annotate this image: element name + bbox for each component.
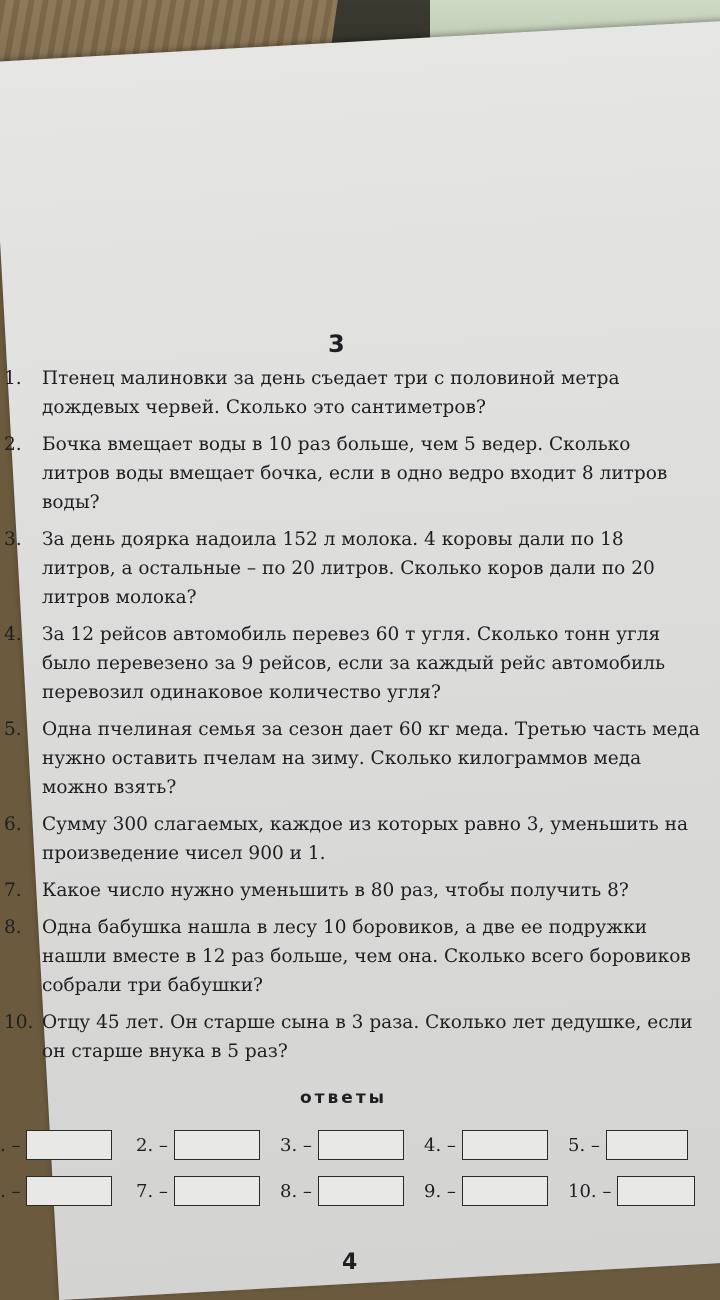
problem-text: Одна бабушка нашла в лесу 10 боровиков, а две ее подружки нашли вместе в 12 раз больше, чем она. Сколько всего боровиков собрали три бабушки?	[42, 917, 691, 996]
answer-slot	[568, 1176, 695, 1206]
problem-item	[0, 876, 720, 905]
problem-number: 4.	[4, 624, 22, 645]
answer-label: 4. –	[424, 1134, 456, 1156]
answer-label: . –	[0, 1134, 21, 1156]
answer-box[interactable]	[462, 1176, 548, 1206]
page-footer-number: 4	[342, 1250, 358, 1275]
problem-text: Бочка вмещает воды в 10 раз больше, чем 5 ведер. Сколько литров воды вмещает бочка, если в одно ведро входит 8 литров воды?	[42, 434, 668, 513]
problem-list	[0, 364, 720, 1074]
answer-box[interactable]	[26, 1176, 112, 1206]
answer-label: . –	[0, 1180, 21, 1202]
answer-label: 10. –	[568, 1180, 612, 1202]
answer-label: 2. –	[136, 1134, 168, 1156]
problem-item	[0, 913, 720, 1000]
problem-item	[0, 364, 720, 422]
answers-row-2	[0, 1176, 720, 1212]
problem-text: Отцу 45 лет. Он старше сына в 3 раза. Сколько лет дедушке, если он старше внука в 5 раз?	[42, 1012, 693, 1062]
answer-slot	[136, 1130, 260, 1160]
page-heading-number: 3	[328, 330, 345, 358]
problem-item	[0, 810, 720, 868]
problem-item	[0, 525, 720, 612]
problem-number: 10.	[4, 1012, 34, 1033]
problem-text: За 12 рейсов автомобиль перевез 60 т угля. Сколько тонн угля было перевезено за 9 рейсов, если за каждый рейс автомобиль перевозил одинаковое количество угля?	[42, 624, 666, 703]
problem-item	[0, 430, 720, 517]
problem-number: 7.	[4, 880, 22, 901]
answer-box[interactable]	[174, 1176, 260, 1206]
problem-item	[0, 1008, 720, 1066]
answer-box[interactable]	[606, 1130, 688, 1160]
answer-slot	[568, 1130, 688, 1160]
problem-item	[0, 620, 720, 707]
problem-number: 1.	[4, 368, 22, 389]
answer-slot	[280, 1176, 404, 1206]
answer-box[interactable]	[318, 1130, 404, 1160]
answer-slot	[280, 1130, 404, 1160]
problem-text: Одна пчелиная семья за сезон дает 60 кг меда. Третью часть меда нужно оставить пчелам на зиму. Сколько килограммов меда можно взять?	[42, 719, 700, 798]
answer-box[interactable]	[26, 1130, 112, 1160]
problem-number: 2.	[4, 434, 22, 455]
problem-text: Сумму 300 слагаемых, каждое из которых равно 3, уменьшить на произведение чисел 900 и 1.	[42, 814, 688, 864]
answer-box[interactable]	[318, 1176, 404, 1206]
answers-row-1	[0, 1130, 720, 1166]
answer-label: 5. –	[568, 1134, 600, 1156]
problem-text: Какое число нужно уменьшить в 80 раз, чтобы получить 8?	[42, 880, 629, 901]
answer-slot	[136, 1176, 260, 1206]
answer-slot	[424, 1176, 548, 1206]
problem-text: Птенец малиновки за день съедает три с половиной метра дождевых червей. Сколько это сантиметров?	[42, 368, 620, 418]
answer-label: 3. –	[280, 1134, 312, 1156]
problem-number: 8.	[4, 917, 22, 938]
problem-number: 3.	[4, 529, 22, 550]
answer-slot	[0, 1176, 112, 1206]
answer-slot	[0, 1130, 112, 1160]
answer-label: 7. –	[136, 1180, 168, 1202]
problem-item	[0, 715, 720, 802]
answer-box[interactable]	[174, 1130, 260, 1160]
answers-heading: ответы	[300, 1088, 388, 1108]
answer-slot	[424, 1130, 548, 1160]
answer-label: 8. –	[280, 1180, 312, 1202]
answer-label: 9. –	[424, 1180, 456, 1202]
answer-box[interactable]	[617, 1176, 695, 1206]
problem-number: 6.	[4, 814, 22, 835]
problem-number: 5.	[4, 719, 22, 740]
problem-text: За день доярка надоила 152 л молока. 4 коровы дали по 18 литров, а остальные – по 20 литров. Сколько коров дали по 20 литров молока?	[42, 529, 655, 608]
answer-box[interactable]	[462, 1130, 548, 1160]
